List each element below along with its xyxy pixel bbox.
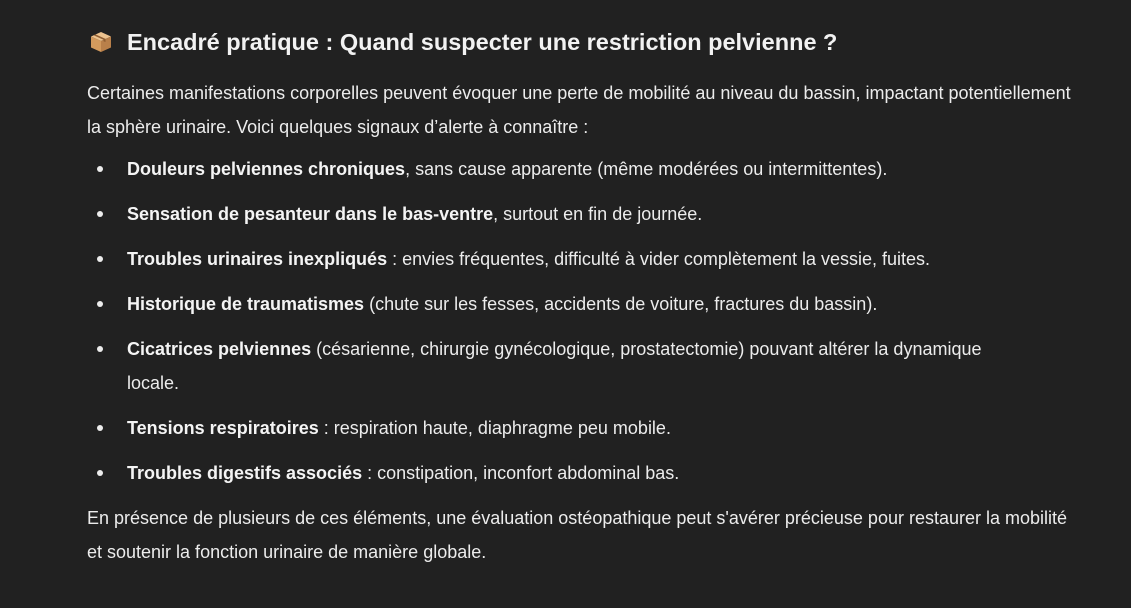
list-item xyxy=(87,197,1077,231)
list-item-bold: Cicatrices pelviennes xyxy=(127,339,312,359)
box-heading xyxy=(87,24,1077,60)
list-item xyxy=(87,152,1077,186)
warning-signs-list xyxy=(87,152,1077,490)
bullet-dot xyxy=(97,425,103,431)
conclusion-paragraph: En présence de plusieurs de ces éléments, une évaluation ostéopathique peut s'avérer précieuse pour restaurer la mobilité et soutenir la fonction urinaire de manière globale. xyxy=(87,508,1068,562)
bullet-dot xyxy=(97,256,103,262)
bullet-dot xyxy=(97,211,103,217)
list-item-bold: Douleurs pelviennes chroniques xyxy=(127,159,406,179)
practical-box xyxy=(87,24,1077,569)
bullet-dot xyxy=(97,301,103,307)
list-item-text: : respiration haute, diaphragme peu mobile. xyxy=(318,418,671,438)
list-item-text: , sans cause apparente (même modérées ou intermittentes). xyxy=(405,159,888,179)
list-item xyxy=(87,411,1077,445)
bullet-dot xyxy=(97,470,103,476)
list-item-text: (chute sur les fesses, accidents de voiture, fractures du bassin). xyxy=(364,294,878,314)
list-item xyxy=(87,242,1077,276)
bullet-dot xyxy=(97,166,103,172)
list-item xyxy=(87,456,1077,490)
list-item-text: : envies fréquentes, difficulté à vider complètement la vessie, fuites. xyxy=(387,249,931,269)
list-item-bold: Troubles digestifs associés xyxy=(127,463,363,483)
intro-paragraph: Certaines manifestations corporelles peuvent évoquer une perte de mobilité au niveau du bassin, impactant potentiellement la sphère urinaire. Voici quelques signaux d’alerte à connaître : xyxy=(87,83,1071,137)
box-heading-text: Encadré pratique : Quand suspecter une restriction pelvienne ? xyxy=(127,28,838,55)
list-item-bold: Tensions respiratoires xyxy=(127,418,319,438)
list-item-text: (césarienne, chirurgie gynécologique, prostatectomie) pouvant altérer la dynamique locale. xyxy=(127,339,982,393)
bullet-dot xyxy=(97,346,103,352)
list-item-text: : constipation, inconfort abdominal bas. xyxy=(362,463,680,483)
list-item xyxy=(87,287,1077,321)
list-item-bold: Historique de traumatismes xyxy=(127,294,365,314)
list-item-bold: Sensation de pesanteur dans le bas-ventre xyxy=(127,204,494,224)
list-item-bold: Troubles urinaires inexpliqués xyxy=(127,249,388,269)
list-item xyxy=(87,332,1077,400)
package-icon xyxy=(90,31,112,53)
list-item-text: , surtout en fin de journée. xyxy=(493,204,703,224)
